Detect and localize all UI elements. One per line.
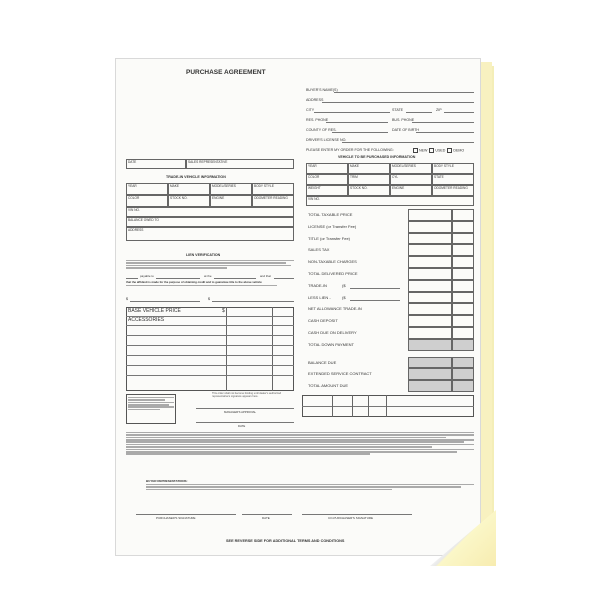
accessories-label: ACCESSORIES (128, 317, 165, 323)
date-label: DATE (128, 159, 137, 164)
price-row-line-3 (126, 335, 294, 336)
totals-cents-cell[interactable] (452, 357, 474, 369)
veh-year-label: YEAR (308, 163, 317, 168)
county-line[interactable] (332, 132, 388, 133)
trade-odometer-label: ODOMETER READING (254, 195, 288, 200)
totals-row (306, 380, 474, 392)
reverse-side-note: SEE REVERSE SIDE FOR ADDITIONAL TERMS AND CONDITIONS (226, 539, 345, 543)
veh-cyl-label: CYL (392, 174, 399, 179)
base-price-dollar: $ (222, 308, 225, 314)
veh-weight-cell[interactable] (306, 185, 348, 196)
base-price-label: BASE VEHICLE PRICE (128, 308, 181, 314)
totals-row (306, 256, 474, 268)
co-purchaser-signature-label: CO-PURCHASER'S SIGNATURE (328, 516, 374, 520)
totals-row (306, 315, 474, 327)
trade-vin-label: VIN NO. (128, 207, 140, 212)
trade-stock-cell[interactable] (168, 195, 210, 207)
county-label: COUNTY OF RES. (306, 128, 337, 132)
city-label: CITY (306, 108, 315, 112)
totals-row-label: TOTAL DELIVERED PRICE (308, 271, 358, 276)
totals-amount-cell[interactable] (408, 280, 452, 292)
purchaser-signature-line[interactable] (136, 514, 236, 515)
lien-paragraph-2 (126, 284, 294, 292)
veh-color-cell[interactable] (306, 174, 348, 185)
date-cell[interactable] (126, 159, 186, 169)
vehicle-heading: VEHICLE TO BE PURCHASED INFORMATION (338, 155, 416, 159)
totals-cents-cell[interactable] (452, 256, 474, 268)
trade-color-cell[interactable] (126, 195, 168, 207)
form-title: PURCHASE AGREEMENT (186, 69, 266, 76)
new-label: NEW (419, 148, 428, 153)
state-label: STATE (392, 108, 404, 112)
state-line[interactable] (406, 112, 432, 113)
license-line[interactable] (342, 142, 474, 143)
totals-cents-cell[interactable] (452, 380, 474, 392)
trade-body-cell[interactable] (252, 183, 294, 195)
veh-trim-cell[interactable] (348, 174, 390, 185)
totals-row-label: TRADE-IN (308, 282, 327, 288)
lien-dollar-2: $ (208, 297, 210, 301)
price-row-line-2 (126, 325, 294, 326)
totals-amount-cell[interactable] (408, 268, 452, 280)
totals-row-prefix: ($ (342, 294, 346, 300)
balance-owed-label: BALANCE OWED TO (128, 217, 159, 222)
price-row-line-6 (126, 365, 294, 366)
demo-checkbox[interactable] (447, 148, 452, 153)
trade-year-cell[interactable] (126, 183, 168, 195)
purchaser-signature-label: PURCHASER'S SIGNATURE (156, 516, 196, 520)
lien-and-line[interactable] (274, 278, 294, 279)
totals-row-line[interactable] (350, 300, 400, 301)
totals-cents-cell[interactable] (452, 233, 474, 245)
address-line[interactable] (322, 102, 474, 103)
lien-at-label: at the (204, 274, 212, 278)
used-label: USED (435, 148, 446, 153)
totals-cents-cell[interactable] (452, 268, 474, 280)
totals-row-label: NET ALLOWANCE TRADE-IN (308, 306, 362, 312)
lien-dollar-1: $ (126, 297, 128, 301)
disclaimer-text (128, 396, 174, 422)
lien-heading: LIEN VERIFICATION (186, 253, 221, 257)
totals-row-label: BALANCE DUE (308, 359, 337, 365)
totals-row-label: TITLE (or Transfer Fee) (308, 235, 351, 241)
totals-row-label: TOTAL AMOUNT DUE (308, 383, 349, 389)
veh-vin-cell[interactable] (306, 196, 474, 206)
veh-trim-label: TRIM (350, 174, 358, 179)
manager-approval-label: MANAGER'S APPROVAL (224, 410, 257, 414)
totals-cents-cell[interactable] (452, 315, 474, 327)
totals-amount-cell[interactable] (408, 244, 452, 256)
fine-print (126, 431, 474, 475)
sales-rep-cell[interactable] (186, 159, 294, 169)
zip-label: ZIP (436, 108, 442, 112)
trade-color-label: COLOR (128, 195, 140, 200)
totals-amount-cell[interactable] (408, 221, 452, 233)
trade-make-label: MAKE (170, 183, 180, 188)
veh-model-cell[interactable] (390, 163, 432, 174)
lien-bold-note: that the affidavit is made for the purpose of obtaining credit and to guarantee title to the above vehicle (126, 280, 262, 284)
totals-amount-cell[interactable] (408, 315, 452, 327)
veh-stock-label: STOCK NO. (350, 185, 368, 190)
totals-cents-cell[interactable] (452, 292, 474, 304)
veh-odometer-label: ODOMETER READING (434, 185, 468, 190)
reference-grid-col-4 (386, 395, 387, 417)
condition-options (412, 148, 464, 153)
veh-year-cell[interactable] (306, 163, 348, 174)
license-label: DRIVER'S LICENSE NO. (306, 138, 347, 142)
totals-row (306, 368, 474, 380)
totals-cents-cell[interactable] (452, 303, 474, 315)
address-label: ADDRESS (306, 98, 324, 102)
trade-body-label: BODY STYLE (254, 183, 274, 188)
lien-payable-label: payable to (140, 274, 154, 278)
buyer-name-line[interactable] (334, 92, 474, 93)
veh-odometer-cell[interactable] (432, 185, 474, 196)
res-phone-label: RES. PHONE (306, 118, 329, 122)
totals-amount-cell[interactable] (408, 292, 452, 304)
reference-grid-row-line (302, 406, 474, 407)
trade-engine-cell[interactable] (210, 195, 252, 207)
lien-paragraph (126, 259, 294, 273)
totals-amount-cell[interactable] (408, 303, 452, 315)
buyer-name-label: BUYER'S NAME(S) (306, 88, 338, 92)
veh-state-label: STATE (434, 174, 444, 179)
lien-at-line[interactable] (214, 278, 256, 279)
totals-cents-cell[interactable] (452, 327, 474, 339)
sales-rep-label: SALES REPRESENTATIVE (188, 159, 228, 164)
veh-weight-label: WEIGHT (308, 185, 321, 190)
totals-row-label: LICENSE (or Transfer Fee) (308, 223, 357, 229)
totals-amount-cell[interactable] (408, 339, 452, 351)
totals-row-label: LESS LIEN - (308, 294, 331, 300)
bus-phone-label: BUS. PHONE (392, 118, 415, 122)
totals-cents-cell[interactable] (452, 244, 474, 256)
totals-row-label: NON-TAXABLE CHARGES (308, 259, 357, 265)
trade-vin-cell[interactable] (126, 207, 294, 217)
trade-stock-label: STOCK NO. (170, 195, 188, 200)
buyer-reps-text (146, 483, 474, 497)
res-phone-line[interactable] (326, 122, 388, 123)
totals-row (306, 233, 474, 245)
totals-amount-cell[interactable] (408, 380, 452, 392)
used-checkbox[interactable] (429, 148, 434, 153)
lien-amount-line-1[interactable] (130, 301, 200, 302)
veh-engine-label: ENGINE (392, 185, 405, 190)
manager-signature-line[interactable] (196, 408, 294, 409)
city-line[interactable] (314, 112, 390, 113)
totals-amount-cell[interactable] (408, 209, 452, 221)
totals-row-line[interactable] (350, 288, 400, 289)
totals-row-label: CASH DUE ON DELIVERY (308, 330, 357, 335)
trade-address-cell[interactable] (126, 227, 294, 241)
totals-row-label: CASH DEPOSIT (308, 318, 338, 324)
demo-label: DEMO (453, 148, 465, 153)
lien-payable-line[interactable] (126, 278, 138, 279)
totals-row (306, 327, 474, 339)
dob-line[interactable] (416, 132, 474, 133)
purchaser-date-line[interactable] (242, 514, 292, 515)
reference-grid-col-2 (352, 395, 353, 417)
veh-color-label: COLOR (308, 174, 320, 179)
veh-engine-cell[interactable] (390, 185, 432, 196)
veh-cyl-cell[interactable] (390, 174, 432, 185)
veh-model-label: MODEL/SERIES (392, 163, 416, 168)
totals-row-label: TOTAL DOWN PAYMENT (308, 341, 355, 347)
totals-row-label: TOTAL TAXABLE PRICE (308, 212, 353, 217)
totals-row (306, 221, 474, 233)
purchase-agreement-form (115, 58, 481, 556)
bus-phone-line[interactable] (412, 122, 474, 123)
veh-stock-cell[interactable] (348, 185, 390, 196)
totals-row (306, 303, 474, 315)
balance-owed-cell[interactable] (126, 217, 294, 227)
veh-body-cell[interactable] (432, 163, 474, 174)
totals-cents-cell[interactable] (452, 209, 474, 221)
new-checkbox[interactable] (413, 148, 418, 153)
dob-label: DATE OF BIRTH (392, 128, 420, 132)
trade-odometer-cell[interactable] (252, 195, 294, 207)
trade-in-heading: TRADE-IN VEHICLE INFORMATION (166, 175, 226, 179)
price-grid-divider-1 (226, 307, 227, 391)
zip-line[interactable] (444, 112, 474, 113)
lien-and-label: and that (260, 274, 271, 278)
totals-row (306, 268, 474, 280)
purchaser-date-label: DATE (262, 516, 270, 520)
totals-row-label: EXTENDED SERVICE CONTRACT (308, 371, 372, 377)
totals-cents-cell[interactable] (452, 339, 474, 351)
manager-date-label: DATE (238, 424, 246, 428)
totals-row (306, 357, 474, 369)
veh-body-label: BODY STYLE (434, 163, 454, 168)
trade-year-label: YEAR (128, 183, 137, 188)
veh-state-cell[interactable] (432, 174, 474, 185)
totals-cents-cell[interactable] (452, 368, 474, 380)
lien-amount-line-2[interactable] (212, 301, 294, 302)
lien-payee-line[interactable] (156, 278, 200, 279)
totals-row-prefix: ($ (342, 282, 346, 288)
veh-make-cell[interactable] (348, 163, 390, 174)
totals-row (306, 339, 474, 351)
reference-grid-col-3 (368, 395, 369, 417)
trade-model-label: MODEL/SERIES (212, 183, 236, 188)
totals-cents-cell[interactable] (452, 280, 474, 292)
totals-amount-cell[interactable] (408, 233, 452, 245)
veh-make-label: MAKE (350, 163, 360, 168)
price-row-line-4 (126, 345, 294, 346)
totals-row (306, 292, 474, 304)
trade-model-cell[interactable] (210, 183, 252, 195)
trade-engine-label: ENGINE (212, 195, 225, 200)
totals-amount-cell[interactable] (408, 256, 452, 268)
veh-vin-label: VIN NO. (308, 196, 320, 201)
trade-make-cell[interactable] (168, 183, 210, 195)
trade-address-label: ADDRESS (128, 227, 144, 232)
totals-cents-cell[interactable] (452, 221, 474, 233)
co-purchaser-signature-line[interactable] (302, 514, 412, 515)
binding-note: This order shall not become binding until dealer's authorized representative's signature appears here. (212, 392, 282, 399)
buyer-reps-heading: BUYER REPRESENTATIONS: (146, 479, 188, 483)
reference-grid-col-1 (332, 395, 333, 417)
price-row-line-7 (126, 375, 294, 376)
price-grid-divider-2 (272, 307, 273, 391)
order-note: PLEASE ENTER MY ORDER FOR THE FOLLOWING: (306, 148, 394, 152)
totals-row (306, 280, 474, 292)
manager-date-line[interactable] (196, 422, 294, 423)
totals-amount-cell[interactable] (408, 357, 452, 369)
totals-amount-cell[interactable] (408, 368, 452, 380)
totals-amount-cell[interactable] (408, 327, 452, 339)
totals-row (306, 209, 474, 221)
totals-row-label: SALES TAX (308, 247, 330, 253)
totals-row (306, 244, 474, 256)
price-row-line-5 (126, 355, 294, 356)
